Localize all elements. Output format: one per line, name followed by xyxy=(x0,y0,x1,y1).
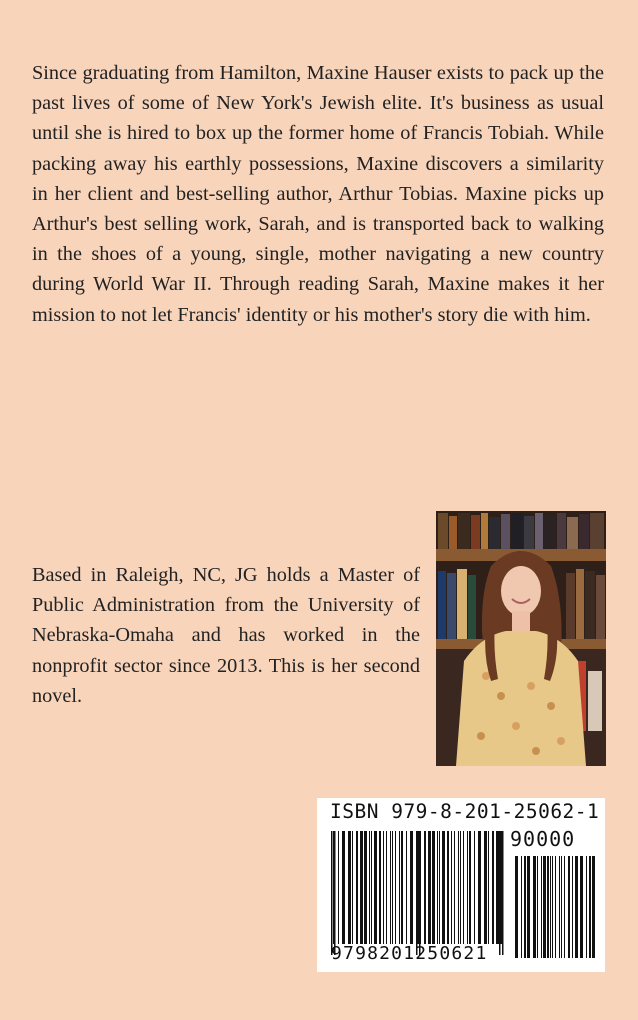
isbn-label: ISBN 979-8-201-25062-1 xyxy=(330,800,600,823)
price-code: 90000 xyxy=(510,827,576,851)
barcode-bar xyxy=(348,831,351,944)
barcode-bar xyxy=(559,856,560,958)
barcode-bar xyxy=(386,831,387,944)
barcode-bar xyxy=(401,831,403,944)
barcode-bar xyxy=(379,831,381,944)
barcode-bar xyxy=(406,831,407,944)
barcode-bar xyxy=(395,831,396,944)
barcode-bar xyxy=(383,831,384,944)
barcode-bar xyxy=(568,856,570,958)
barcode-bar xyxy=(484,831,487,944)
barcode-guard-bar xyxy=(416,831,418,955)
barcode-bar xyxy=(467,831,468,944)
barcode-bar xyxy=(410,831,413,944)
barcode-bar xyxy=(537,856,538,958)
barcode-bar xyxy=(547,856,549,958)
barcode-bar xyxy=(492,831,494,944)
author-photo xyxy=(436,511,606,766)
barcode-guard-bar xyxy=(334,831,336,955)
barcode-bar xyxy=(572,856,573,958)
barcode-bar xyxy=(447,831,449,944)
barcode-bar xyxy=(369,831,370,944)
barcode-bar xyxy=(586,856,587,958)
barcode-guard-bar xyxy=(331,831,333,955)
barcode-guard-bar xyxy=(502,831,504,955)
barcode-bar xyxy=(374,831,377,944)
barcode-bar xyxy=(392,831,393,944)
barcode-bar xyxy=(342,831,345,944)
author-bio: Based in Raleigh, NC, JG holds a Master of Public Administration from the University of Nebraska-Omaha and has worked in the nonprofit sector since 2013. This is her second novel. xyxy=(32,564,420,707)
barcode-bar xyxy=(399,831,400,944)
barcode-digits: 9798201250621 xyxy=(331,943,488,964)
barcode-bar xyxy=(533,856,536,958)
barcode-bar xyxy=(424,831,426,944)
barcode-bar xyxy=(360,831,363,944)
barcode-bar xyxy=(437,831,438,944)
barcode-bar xyxy=(460,831,461,944)
barcode-bar xyxy=(524,856,526,958)
barcode-bar xyxy=(543,856,546,958)
isbn-barcode xyxy=(317,798,605,972)
barcode-guard-bar xyxy=(499,831,501,955)
barcode-bar xyxy=(521,856,522,958)
barcode-bar xyxy=(474,831,475,944)
barcode-bar xyxy=(550,856,551,958)
barcode-bar xyxy=(575,856,578,958)
barcode-bar xyxy=(442,831,445,944)
barcode-bar xyxy=(432,831,435,944)
barcode-bar xyxy=(356,831,358,944)
barcode-bar xyxy=(478,831,481,944)
barcode-bar xyxy=(458,831,459,944)
barcode-bar xyxy=(371,831,372,944)
barcode-bar xyxy=(527,856,530,958)
barcode-bar xyxy=(463,831,464,944)
barcode-bar xyxy=(589,856,591,958)
barcode-bar xyxy=(352,831,353,944)
barcode-bar xyxy=(564,856,565,958)
barcode-bar xyxy=(390,831,391,944)
barcode-bar xyxy=(552,856,553,958)
barcode-bar xyxy=(592,856,595,958)
barcode-bar xyxy=(488,831,489,944)
barcode-bar xyxy=(555,856,556,958)
barcode-bar xyxy=(561,856,562,958)
back-cover-blurb: Since graduating from Hamilton, Maxine Hauser exists to pack up the past lives of some of New York's Jewish elite. It's business as usual until she is hired to box up the former home of Francis Tobiah. While packing away his earthly possessions, Maxine discovers a similarity in her client and best-selling author, Arthur Tobias. Maxine picks up Arthur's best selling work, Sarah, and is transported back to walking in the shoes of a young, single, mother navigating a new country during World War II. Through reading Sarah, Maxine makes it her mission to not let Francis' identity or his mother's story die with him. xyxy=(32,62,604,326)
barcode-bar xyxy=(428,831,431,944)
barcode-bar xyxy=(338,831,339,944)
barcode-bar xyxy=(364,831,367,944)
barcode-bar xyxy=(451,831,452,944)
barcode-bar xyxy=(454,831,455,944)
barcode-guard-bar xyxy=(419,831,421,955)
barcode-bar xyxy=(469,831,471,944)
barcode-bar xyxy=(496,831,499,944)
barcode-bar xyxy=(580,856,583,958)
barcode-bar xyxy=(439,831,440,944)
barcode-bar xyxy=(515,856,518,958)
barcode-bar xyxy=(541,856,542,958)
